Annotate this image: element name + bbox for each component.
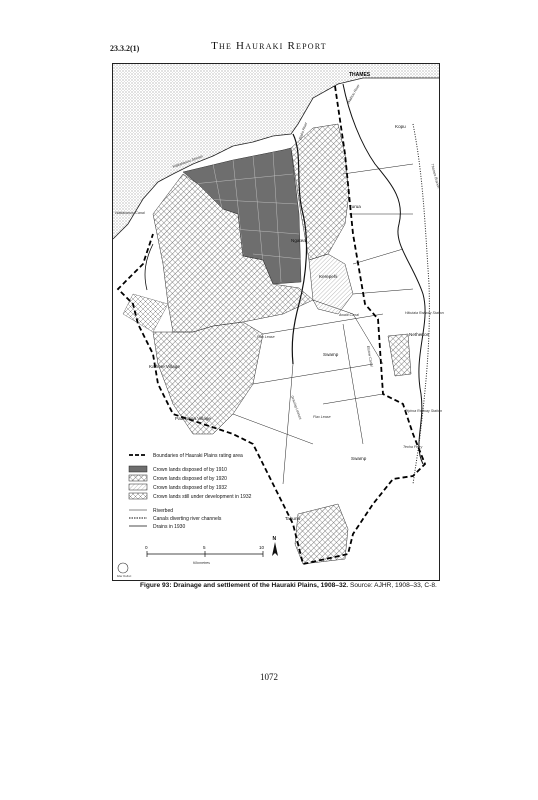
figure-caption: [140, 582, 440, 589]
label-waitakaruru-canal: Waitakaruru Canal: [115, 211, 145, 215]
legend-boundary-label: Boundaries of Hauraki Plains rating area: [153, 453, 243, 459]
label-swamp-1: Swamp: [323, 352, 339, 357]
waihou-river: [343, 84, 425, 464]
railway-line: [413, 124, 429, 484]
label-elstow-canal: Elstow Canal: [366, 345, 374, 367]
label-tahuna: Tahuna: [285, 516, 301, 521]
scale-tick-10: 10: [259, 545, 265, 550]
label-hikutaia-station: Hikutaia Railway Station: [405, 311, 444, 315]
label-kaihere: Kaihere Village: [149, 364, 180, 369]
scale-tick-0: 0: [145, 545, 148, 550]
credit-label: Max Oulton: [117, 574, 132, 578]
map-legend: [129, 453, 252, 530]
crown-land-1932: [309, 254, 353, 314]
legend-canals-label: Canals diverting river channels: [153, 516, 222, 522]
scale-tick-5: 5: [203, 545, 206, 550]
label-flax-lease-2: Flax Lease: [313, 415, 331, 419]
credit-stamp: [117, 563, 132, 578]
label-waitakaruru-stream: Waitakaruru Stream: [171, 154, 204, 169]
caption-source: Source: AJHR, 1908–33, C-8.: [348, 582, 437, 589]
running-head: The Hauraki Report: [211, 40, 327, 52]
legend-1932-label: Crown lands disposed of by 1932: [153, 485, 227, 491]
page-number: 1072: [260, 672, 278, 682]
crown-land-1920-tahuna: [295, 504, 348, 564]
legend-riverbed-label: Riverbed: [153, 508, 174, 514]
legend-swatch-1932: [129, 484, 147, 490]
label-kerepehi: Kerepehi: [319, 274, 338, 279]
label-patetonga: Patetonga Village: [175, 416, 211, 421]
section-number: 23.3.2(1): [110, 44, 140, 53]
legend-1910-label: Crown lands disposed of by 1910: [153, 467, 227, 473]
legend-drains-label: Drains in 1930: [153, 524, 186, 530]
label-thames: THAMES: [349, 72, 371, 78]
legend-swatch-undeveloped: [129, 493, 147, 499]
label-turua: Turua: [349, 204, 361, 209]
label-ngatea: Ngatea: [291, 238, 306, 243]
north-arrow: [272, 536, 278, 556]
north-label: N: [272, 536, 277, 542]
label-netherton: Netherton: [409, 332, 430, 337]
label-pipiroa-station: Pipiroa Railway Station: [405, 409, 442, 413]
legend-1920-label: Crown lands disposed of by 1920: [153, 476, 227, 482]
map-frame: [112, 63, 444, 581]
label-kopu: Kopu: [395, 124, 406, 129]
label-grazing-leases: Grazing Leases: [290, 394, 303, 420]
crown-land-1932-netherton: [388, 334, 411, 376]
caption-title: Figure 93: Drainage and settlement of the Hauraki Plains, 1908–32.: [140, 582, 349, 589]
waitakaruru-stream: [145, 244, 153, 290]
legend-swatch-1920: [129, 475, 147, 481]
scale-bar: [145, 545, 265, 565]
legend-swatch-1910: [129, 466, 147, 472]
label-flax-lease-1: Flax Lease: [257, 335, 275, 339]
scale-unit: Kilometres: [193, 561, 210, 565]
hauraki-plains-map: [113, 64, 444, 580]
label-awaiti-canal: Awaiti Canal: [339, 313, 359, 317]
label-teoha-ferry: Teoha Ferry: [403, 445, 423, 449]
label-piako-river: Piako River: [298, 121, 309, 141]
label-waihou-river: Waihou River: [346, 83, 361, 105]
label-thames-branch: Thames Branch: [430, 163, 441, 189]
legend-undeveloped-label: Crown lands still under development in 1932: [153, 494, 252, 500]
label-swamp-2: Swamp: [351, 456, 367, 461]
